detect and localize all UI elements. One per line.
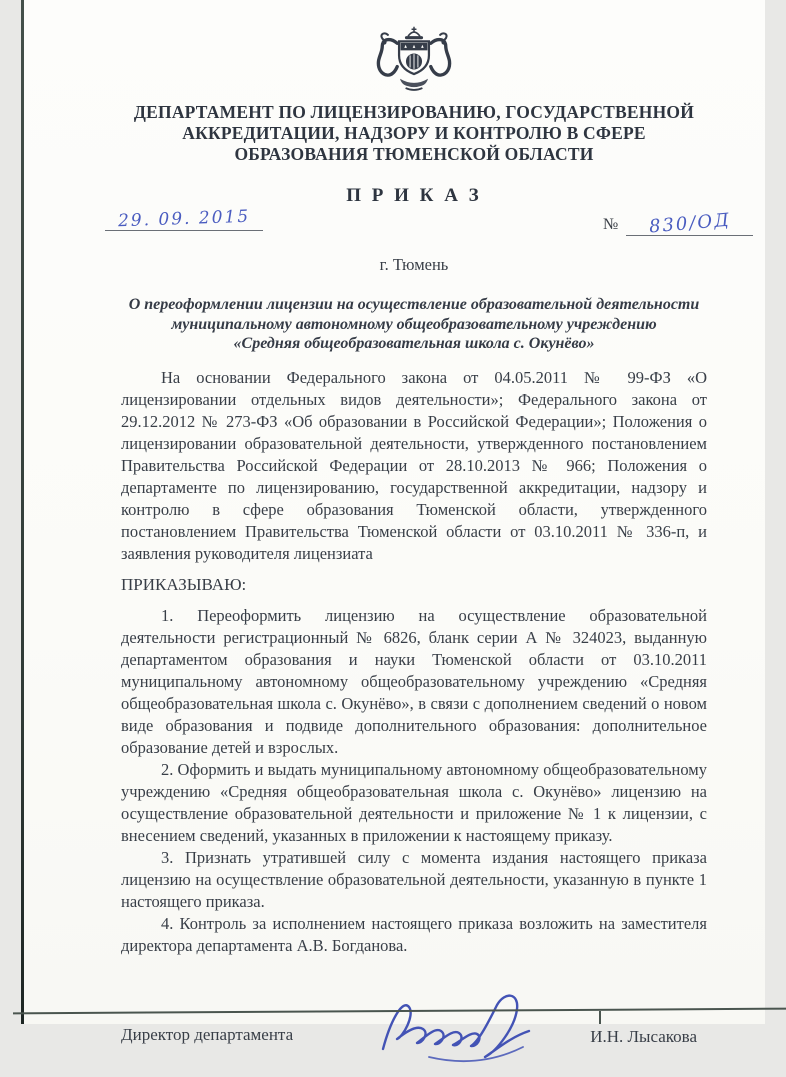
scanned-document-page (21, 0, 765, 1046)
meta-row (117, 206, 732, 249)
org-name-line-1: ДЕПАРТАМЕНТ ПО ЛИЦЕНЗИРОВАНИЮ, ГОСУДАРСТВЕННОЙ (133, 102, 695, 122)
signature-name: И.Н. Лысакова (590, 1026, 697, 1046)
subject-line-3: «Средняя общеобразовательная школа с. Окунёво» (233, 335, 595, 352)
number-label: № (603, 216, 619, 233)
org-name (121, 102, 707, 165)
scan-left-edge (21, 0, 24, 1024)
org-name-line-3: ОБРАЗОВАНИЯ ТЮМЕНСКОЙ ОБЛАСТИ (234, 144, 594, 164)
city-line: г. Тюмень (379, 255, 449, 274)
order-item-3: 3. Признать утратившей силу с момента издания настоящего приказа лицензию на осуществление образовательной деятельности, указанную в пункте 1 настоящего приказа. (121, 847, 707, 911)
order-item-2: 2. Оформить и выдать муниципальному автономному общеобразовательному учреждению «Средняя общеобразовательная школа с. Окунёво» лицензию на осуществление образовательной деятельности и приложение № 1 к лицензии, с внесением сведений, указанных в приложении к настоящему приказу. (121, 759, 707, 845)
org-name-line-2: АККРЕДИТАЦИИ, НАДЗОРУ И КОНТРОЛЮ В СФЕРЕ (182, 123, 646, 143)
order-item-1: 1. Переоформить лицензию на осуществление образовательной деятельности регистрационный № 6826, бланк серии А № 324023, выданную департаментом образования и науки Тюменской области от 03.10.2011 муниципальному автономному общеобразовательному учреждению «Средняя общеобразовательная школа с. Окунёво», в связи с дополнением сведений о новом виде образования и подвиде дополнительного образования: дополнительное образование детей и взрослых. (121, 605, 707, 757)
signature-row (121, 991, 707, 1077)
coat-of-arms-icon (121, 0, 707, 96)
scan-bottom-tick (599, 1011, 601, 1024)
date-block (105, 206, 263, 232)
order-item-4: 4. Контроль за исполнением настоящего приказа возложить на заместителя директора департамента А.В. Богданова. (121, 913, 707, 955)
preamble-paragraph: На основании Федерального закона от 04.05.2011 № 99-ФЗ «О лицензировании отдельных видов деятельности»; Федерального закона от 29.12.2012 № 273-ФЗ «Об образовании в Российской Федерации»; Положения о лицензировании образовательной деятельности, утвержденного постановлением Правительства Российской Федерации от 28.10.2013 № 966; Положения о департаменте по лицензированию, государственной аккредитации, надзору и контролю в сфере образования Тюменской области, утвержденного постановлением Правительства Тюменской области от 03.10.2011 № 336-п, и заявления руководителя лицензиата (121, 367, 707, 563)
order-keyword: ПРИКАЗЫВАЮ: (121, 574, 247, 594)
document-body (121, 367, 707, 957)
date-handwritten: 29. 09. 2015 (117, 206, 251, 232)
subject-line-2: муниципальному автономному общеобразовательному учреждению (171, 315, 657, 333)
subject-line-1: О переоформлении лицензии на осуществление образовательной деятельности (128, 296, 700, 313)
number-handwritten: 830/ОД (647, 209, 732, 238)
document-content (21, 0, 765, 1077)
signature-position-label: Директор департамента (121, 1024, 294, 1044)
doc-type-title: П Р И К А З (346, 185, 482, 206)
number-field (626, 209, 753, 238)
signature-ink-icon (371, 985, 581, 1076)
subject-title (121, 295, 707, 354)
number-block (603, 209, 753, 238)
